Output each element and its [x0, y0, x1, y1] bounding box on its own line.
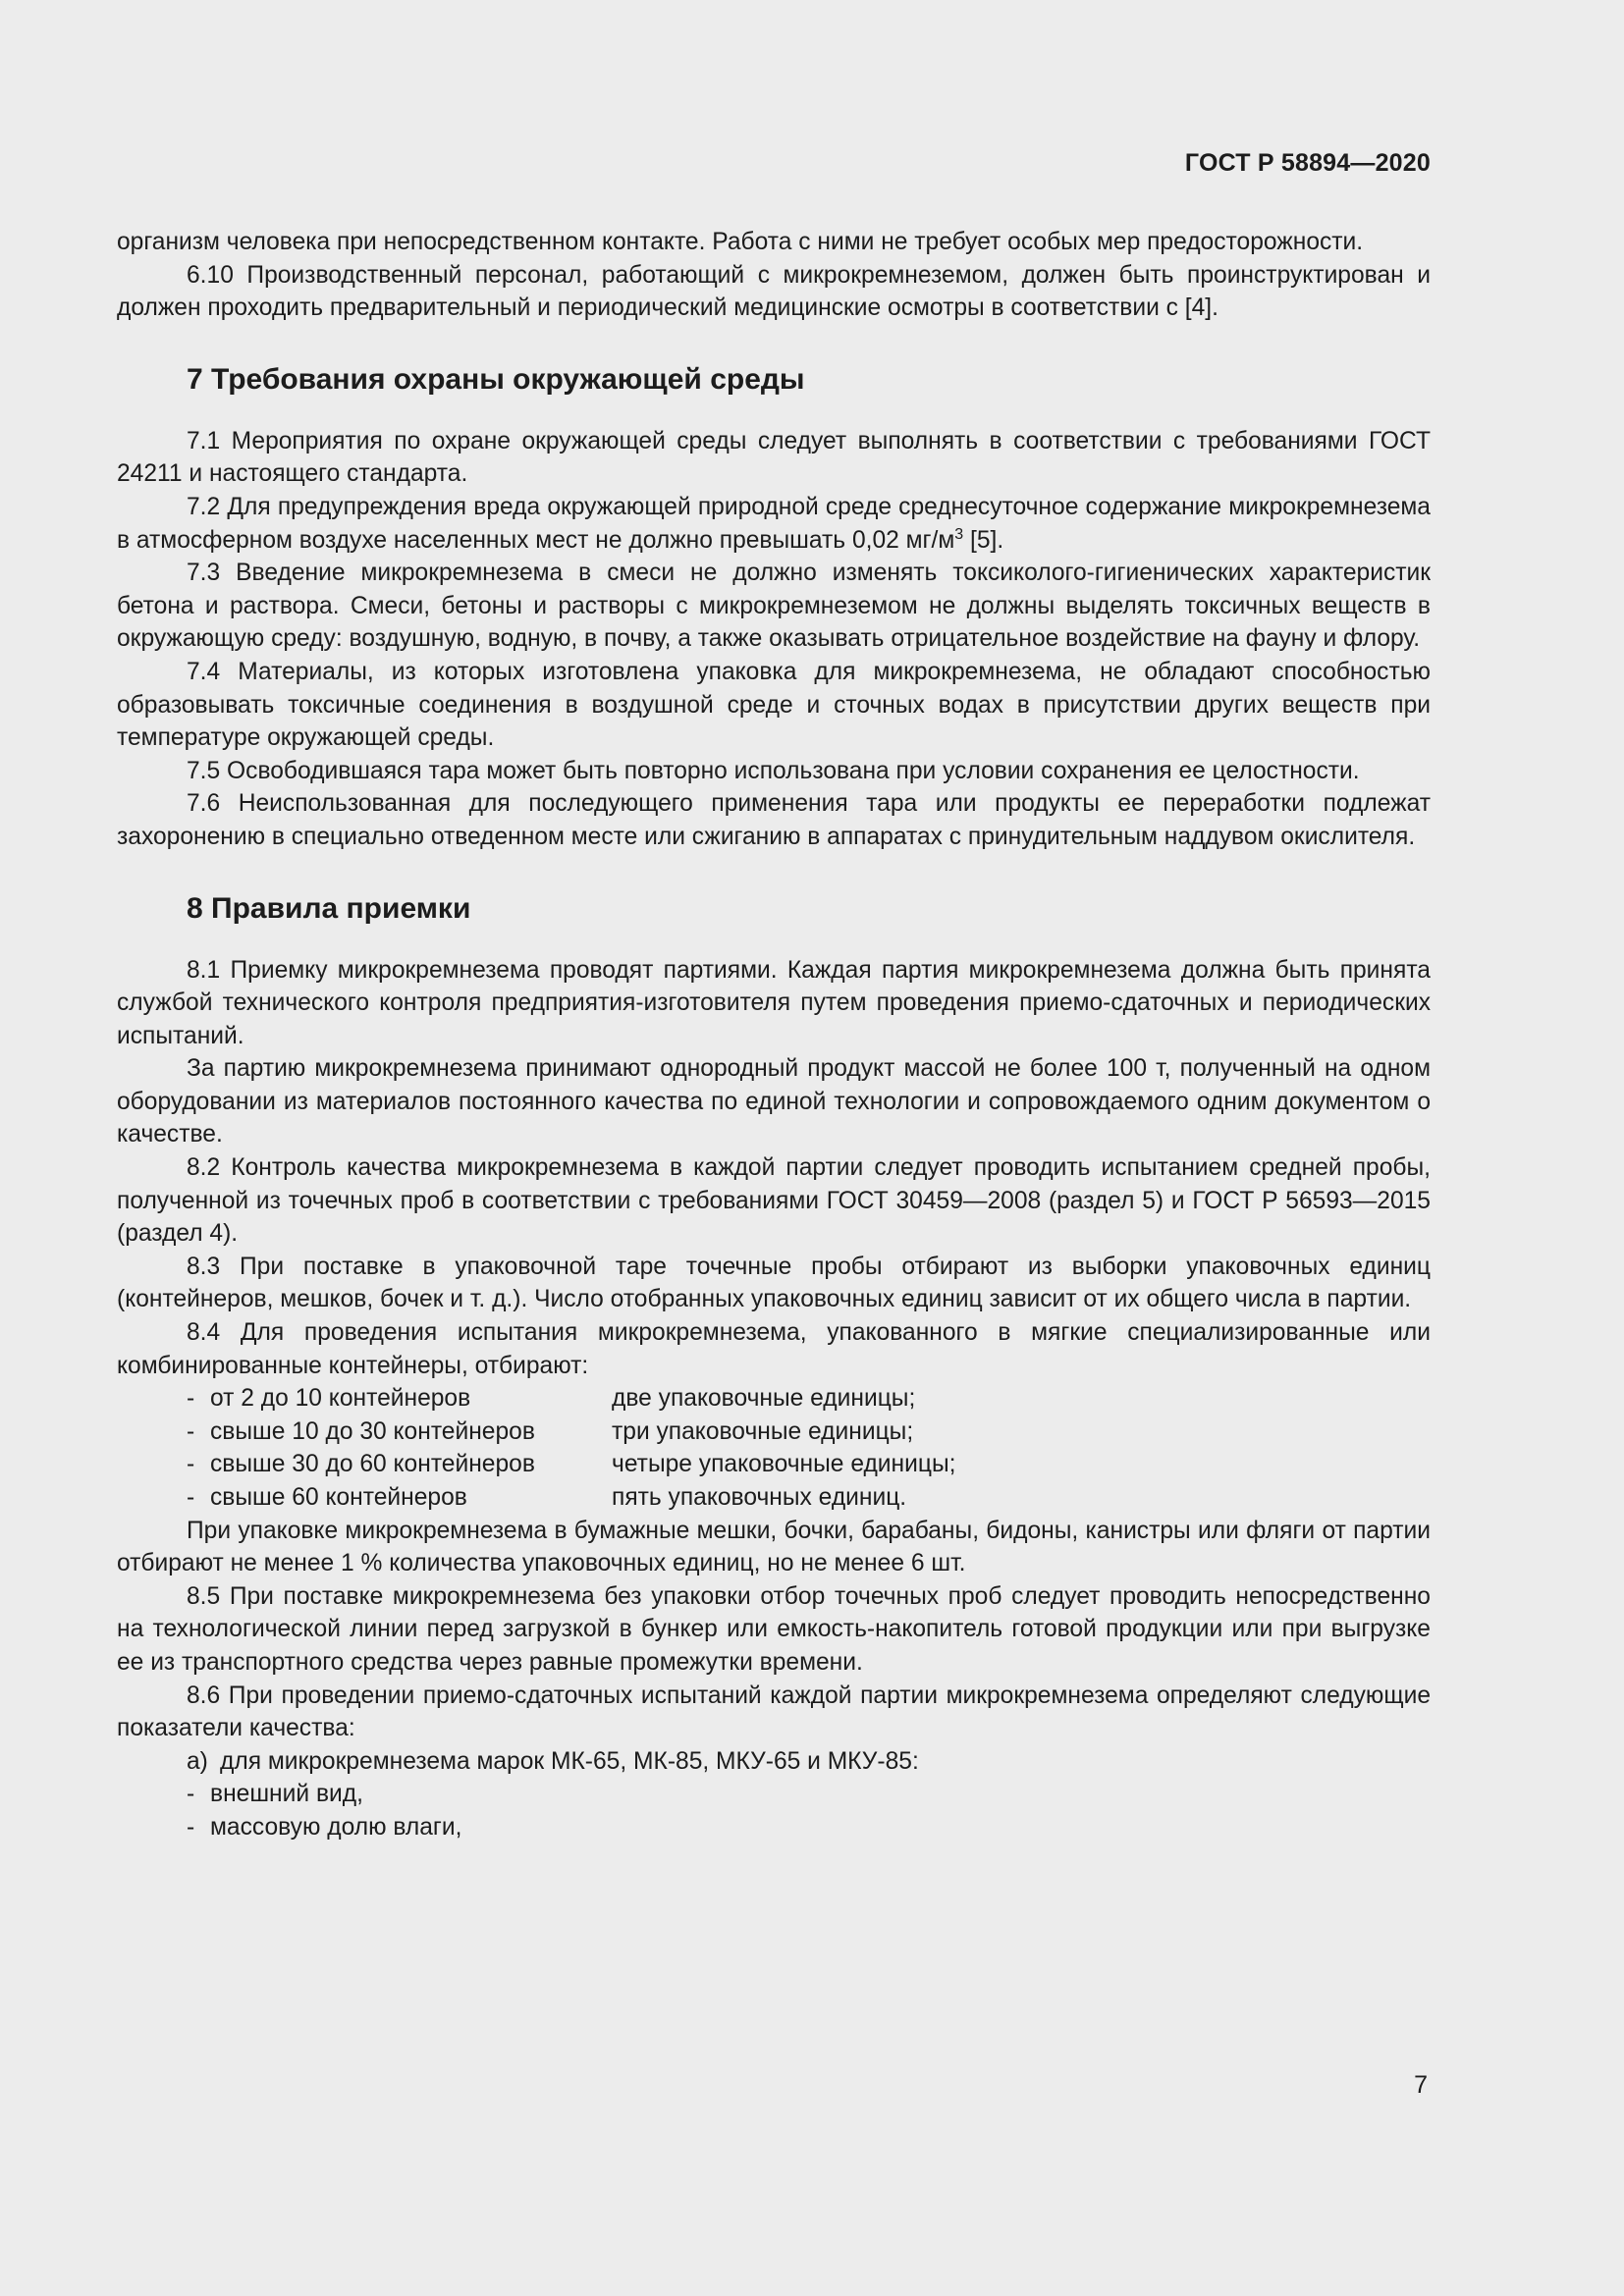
list-dash: -: [187, 1385, 195, 1413]
paragraph-8-5: 8.5 При поставке микрокремнезема без упаковки отбор точечных проб следует проводить непосредственно на технологической линии перед загрузкой в бункер или емкость-накопитель готовой продукции или при выгрузке ее из транспортного средства через равные промежутки времени.: [117, 1582, 1431, 1676]
list-text: массовую долю влаги,: [210, 1813, 462, 1841]
paragraph-8-4-packaging: При упаковке микрокремнезема в бумажные мешки, бочки, барабаны, бидоны, канистры или фляги от партии отбирают не менее 1 % количества упаковочных единиц, но не менее 6 шт.: [117, 1517, 1431, 1577]
paragraph-8-1: 8.1 Приемку микрокремнезема проводят партиями. Каждая партия микрокремнезема должна быть принята службой технического контроля предприятия-изготовителя путем проведения приемо-сдаточных и периодических испытаний.: [117, 956, 1431, 1049]
list-count: две упаковочные единицы;: [612, 1385, 916, 1413]
list-item: [117, 1481, 1431, 1515]
paragraph-8-1-lot: За партию микрокремнезема принимают однородный продукт массой не более 100 т, полученный на одном оборудовании из материалов постоянного качества по единой технологии и сопровождаемого одним документом о качестве.: [117, 1055, 1431, 1148]
list-range: свыше 30 до 60 контейнеров: [210, 1451, 535, 1478]
paragraph-7-4: 7.4 Материалы, из которых изготовлена упаковка для микрокремнезема, не обладают способностью образовывать токсичные соединения в воздушной среде и сточных водах в присутствии других веществ при температуре окружающей среды.: [117, 658, 1431, 752]
document-code: ГОСТ Р 58894—2020: [1184, 149, 1431, 177]
paragraph-7-2: [117, 491, 1431, 557]
section-7-title: 7 Требования охраны окружающей среды: [187, 362, 805, 396]
list-label: а): [187, 1747, 208, 1775]
list-dash: -: [187, 1484, 195, 1511]
sampling-list: [117, 1382, 1431, 1514]
paragraph-7-2-tail: [5].: [963, 526, 1004, 554]
paragraph-8-4: 8.4 Для проведения испытания микрокремнезема, упакованного в мягкие специализированные или комбинированные контейнеры, отбирают:: [117, 1319, 1431, 1379]
page-number: 7: [1414, 2071, 1428, 2099]
list-text: для микрокремнезема марок МК-65, МК-85, МКУ-65 и МКУ-85:: [220, 1747, 919, 1775]
superscript-3: 3: [954, 525, 964, 543]
list-dash: -: [187, 1781, 195, 1808]
paragraph-7-3: 7.3 Введение микрокремнезема в смеси не должно изменять токсиколого-гигиенических характеристик бетона и раствора. Смеси, бетоны и растворы с микрокремнеземом не должны выделять токсичных веществ в окружающую среду: воздушную, водную, в почву, а также оказывать отрицательное воздействие на фауну и флору.: [117, 560, 1431, 653]
list-dash: -: [187, 1417, 195, 1445]
paragraph-7-5: 7.5 Освободившаяся тара может быть повторно использована при условии сохранения ее целостности.: [187, 757, 1360, 784]
list-count: четыре упаковочные единицы;: [612, 1451, 956, 1478]
paragraph-8-3: 8.3 При поставке в упаковочной таре точечные пробы отбирают из выборки упаковочных единиц (контейнеров, мешков, бочек и т. д.). Число отобранных упаковочных единиц зависит от их общего числа в партии.: [117, 1253, 1431, 1313]
list-dash: -: [187, 1451, 195, 1478]
list-count: три упаковочные единицы;: [612, 1417, 914, 1445]
section-8-title: 8 Правила приемки: [187, 891, 471, 925]
list-item: [117, 1415, 1431, 1449]
list-range: свыше 60 контейнеров: [210, 1484, 467, 1511]
list-item: [117, 1448, 1431, 1481]
paragraph-7-6: 7.6 Неиспользованная для последующего применения тара или продукты ее переработки подлежат захоронению в специально отведенном месте или сжиганию в аппаратах с принудительным наддувом окислителя.: [117, 790, 1431, 850]
list-count: пять упаковочных единиц.: [612, 1484, 907, 1511]
paragraph-8-2: 8.2 Контроль качества микрокремнезема в каждой партии следует проводить испытанием средней пробы, полученной из точечных проб в соответствии с требованиями ГОСТ 30459—2008 (раздел 5) и ГОСТ Р 56593—2015 (раздел 4).: [117, 1154, 1431, 1248]
list-range: свыше 10 до 30 контейнеров: [210, 1417, 535, 1445]
paragraph-8-6: 8.6 При проведении приемо-сдаточных испытаний каждой партии микрокремнезема определяют следующие показатели качества:: [117, 1682, 1431, 1742]
paragraph-7-1: 7.1 Мероприятия по охране окружающей среды следует выполнять в соответствии с требованиями ГОСТ 24211 и настоящего стандарта.: [117, 427, 1431, 488]
paragraph-continuation: организм человека при непосредственном контакте. Работа с ними не требует особых мер предосторожности.: [117, 229, 1364, 255]
list-item: [117, 1811, 1431, 1844]
list-dash: -: [187, 1813, 195, 1841]
list-text: внешний вид,: [210, 1781, 363, 1808]
list-item: [117, 1382, 1431, 1415]
list-range: от 2 до 10 контейнеров: [210, 1385, 471, 1413]
list-item-a: [117, 1745, 1431, 1779]
paragraph-6-10: 6.10 Производственный персонал, работающий с микрокремнеземом, должен быть проинструктирован и должен проходить предварительный и периодический медицинские осмотры в соответствии с [4].: [117, 261, 1431, 322]
paragraph-7-2-text: 7.2 Для предупреждения вреда окружающей природной среде среднесуточное содержание микрокремнезема в атмосферном воздухе населенных мест не должно превышать 0,02 мг/м: [117, 493, 1431, 554]
list-item: [117, 1778, 1431, 1811]
document-body: [117, 226, 1431, 1844]
